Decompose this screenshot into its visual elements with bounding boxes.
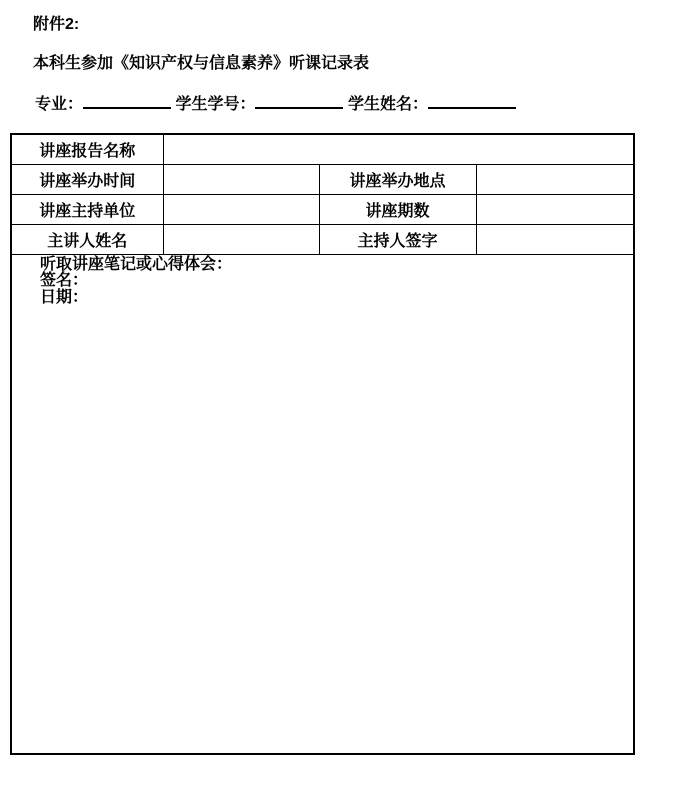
lecture-session-number-label: 讲座期数	[319, 194, 476, 224]
lecture-time-value-cell[interactable]	[163, 164, 319, 194]
attachment-label: 附件2:	[33, 16, 80, 33]
table-row-notes	[11, 254, 634, 754]
lecture-title-value-cell[interactable]	[163, 134, 634, 164]
lecture-organizer-value-cell[interactable]	[163, 194, 319, 224]
table-row-time-location	[11, 164, 634, 194]
table-row-speaker-host	[11, 224, 634, 254]
notes-heading: 听取讲座笔记或心得体会：	[40, 255, 233, 273]
lecture-title-label: 讲座报告名称	[11, 134, 163, 164]
notes-area-cell[interactable]	[11, 254, 634, 754]
student-id-label: 学生学号：	[175, 96, 256, 113]
lecture-time-label: 讲座举办时间	[11, 164, 163, 194]
table-row-lecture-title	[11, 134, 634, 164]
table-row-organizer-session	[11, 194, 634, 224]
major-label: 专业：	[35, 96, 84, 113]
date-label: 日期：	[40, 288, 89, 306]
lecture-location-value-cell[interactable]	[476, 164, 634, 194]
host-signature-value-cell[interactable]	[476, 224, 634, 254]
speaker-name-value-cell[interactable]	[163, 224, 319, 254]
lecture-location-label: 讲座举办地点	[319, 164, 476, 194]
lecture-organizer-label: 讲座主持单位	[11, 194, 163, 224]
student-name-blank-field[interactable]	[428, 93, 516, 109]
lecture-record-table	[10, 133, 635, 755]
form-title: 本科生参加《知识产权与信息素养》听课记录表	[33, 55, 370, 72]
signature-label: 签名：	[40, 272, 89, 289]
major-blank-field[interactable]	[83, 93, 171, 109]
student-id-blank-field[interactable]	[255, 93, 343, 109]
speaker-name-label: 主讲人姓名	[11, 224, 163, 254]
lecture-session-number-value-cell[interactable]	[476, 194, 634, 224]
host-signature-label: 主持人签字	[319, 224, 476, 254]
student-name-label: 学生姓名：	[347, 96, 428, 113]
student-info-line	[35, 91, 516, 114]
